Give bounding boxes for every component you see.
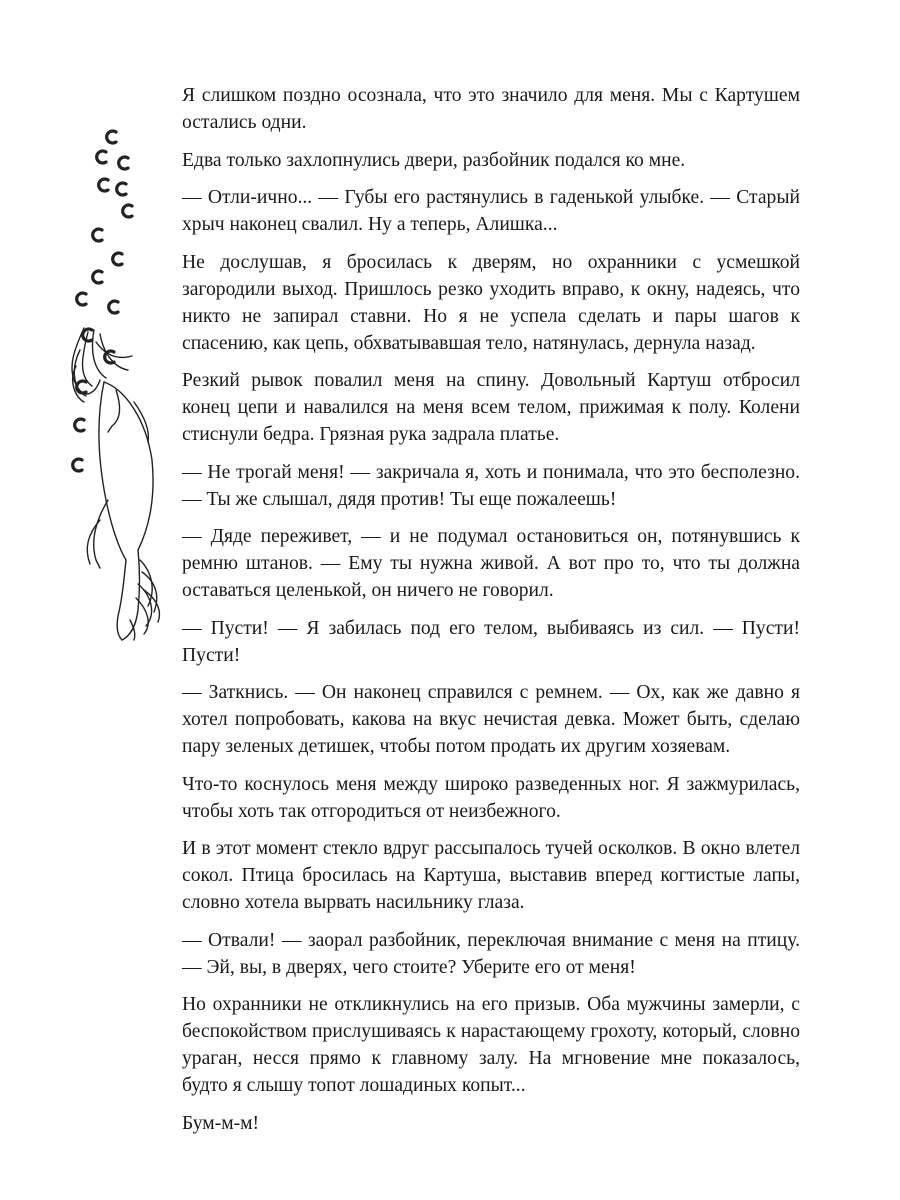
paragraph: — Заткнись. — Он наконец справился с ремнем. — Ох, как же давно я хотел попробовать, какова на вкус нечистая девка. Может быть, сделаю пару зеленых детишек, чтобы потом продать их другим хозяевам. (182, 682, 800, 757)
horse-horseshoes-icon (56, 120, 176, 660)
horse-horseshoes-illustration (56, 120, 176, 660)
paragraph: Что-то коснулось меня между широко разведенных ног. Я зажмурилась, чтобы хоть так отгородиться от неизбежного. (182, 773, 800, 822)
paragraph: И в этот момент стекло вдруг рассыпалось тучей осколков. В окно влетел сокол. Птица бросилась на Картуша, выставив вперед когтистые лапы, словно хотела вырвать насильнику глаза. (182, 838, 800, 913)
text-column (182, 82, 800, 1147)
paragraph: Не дослушав, я бросилась к дверям, но охранники с усмешкой загородили выход. Пришлось резко уходить вправо, к окну, надеясь, что никто не запирал ставни. Но я не успела сделать и пары шагов к спасению, как цепь, обхватывавшая тело, натянулась, дернула назад. (182, 251, 800, 354)
paragraph: Но охранники не откликнулись на его призыв. Оба мужчины замерли, с беспокойством прислушиваясь к нарастающему грохоту, который, словно ураган, несся прямо к главному залу. На мгновение мне показалось, будто я слышу топот лошадиных копыт... (182, 994, 800, 1096)
paragraph: — Отвали! — заорал разбойник, переключая внимание с меня на птицу. — Эй, вы, в дверях, чего стоите? Уберите его от меня! (182, 929, 800, 978)
paragraph: — Не трогай меня! — закричала я, хоть и понимала, что это бесполезно. — Ты же слышал, дядя против! Ты еще пожалеешь! (182, 461, 800, 510)
paragraph: — Дяде переживет, — и не подумал остановиться он, потянувшись к ремню штанов. — Ему ты нужна живой. А вот про то, что ты должна оставаться целенькой, он ничего не говорил. (182, 526, 800, 601)
paragraph: Я слишком поздно осознала, что это значило для меня. Мы с Картушем остались одни. (182, 85, 800, 133)
paragraph: Бум-м-м! (182, 1112, 260, 1134)
paragraph: — Пусти! — Я забилась под его телом, выбиваясь из сил. — Пусти! Пусти! (182, 617, 800, 666)
paragraph: — Отли-ично... — Губы его растянулись в гаденькой улыбке. — Старый хрыч наконец свалил. Ну а теперь, Алишка... (182, 187, 800, 235)
paragraph: Резкий рывок повалил меня на спину. Довольный Картуш отбросил конец цепи и навалился на меня всем телом, прижимая к полу. Колени стиснули бедра. Грязная рука задрала платье. (182, 370, 800, 445)
paragraph: Едва только захлопнулись двери, разбойник подался ко мне. (182, 149, 686, 171)
